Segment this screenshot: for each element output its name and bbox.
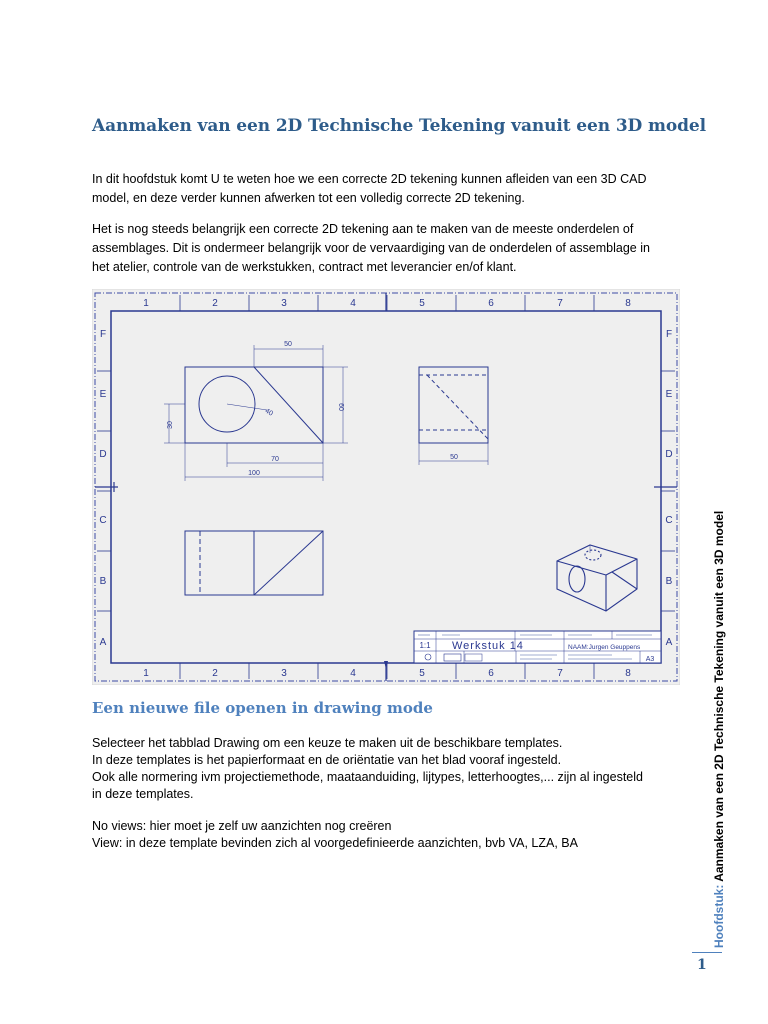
column-label: 7 [557, 298, 563, 309]
row-label: C [99, 515, 107, 526]
row-label: E [99, 389, 107, 400]
column-label: 5 [419, 668, 425, 679]
chapter-sidebar-text [712, 510, 726, 948]
intro-paragraph-2 [92, 220, 692, 277]
dimension-label: 100 [248, 470, 260, 477]
title-block-scale: 1:1 [419, 641, 431, 650]
column-label: 6 [488, 298, 494, 309]
row-label: B [99, 576, 107, 587]
text-line: No views: hier moet je zelf uw aanzichten nog creëren [92, 819, 392, 833]
sidebar-chapter-title: Aanmaken van een 2D Technische Tekening vanuit een 3D model [712, 510, 726, 882]
text-line: Het is nog steeds belangrijk een correcte 2D tekening aan te maken van de meeste onderdelen of [92, 222, 634, 236]
column-label: 7 [557, 668, 563, 679]
column-label: 8 [625, 298, 631, 309]
text-line: View: in deze template bevinden zich al voorgedefinieerde aanzichten, bvb VA, LZA, BA [92, 836, 578, 850]
row-label: C [665, 515, 673, 526]
dimension-label: 60 [337, 403, 344, 411]
section-heading: Een nieuwe file openen in drawing mode [92, 699, 433, 717]
text-line: In deze templates is het papierformaat en de oriëntatie van het blad vooraf ingesteld. [92, 753, 562, 767]
title-block-sheet: A3 [645, 656, 655, 663]
row-label: E [665, 389, 673, 400]
section-paragraph-1 [92, 735, 692, 803]
dimension-label: 30 [167, 421, 174, 429]
column-label: 3 [281, 668, 287, 679]
page-number: 1 [697, 957, 707, 973]
row-label: F [665, 329, 673, 340]
text-line: Selecteer het tabblad Drawing om een keuze te maken uit de beschikbare templates. [92, 736, 563, 750]
title-block-name: Werkstuk 14 [452, 640, 524, 652]
dimension-label: 50 [450, 454, 458, 461]
intro-paragraph-1 [92, 170, 692, 208]
column-label: 1 [143, 668, 149, 679]
text-line: model, en deze verder kunnen afwerken tot een volledig correcte 2D tekening. [92, 191, 525, 205]
section-paragraph-2 [92, 818, 692, 852]
footer-divider [692, 952, 722, 953]
row-label: F [99, 329, 107, 340]
title-block [414, 631, 661, 663]
text-line: Ook alle normering ivm projectiemethode, maataanduiding, lijtypes, letterhoogtes,... zijn al ingesteld [92, 770, 643, 784]
column-label: 4 [350, 298, 356, 309]
dimension-label: 40 [263, 407, 274, 418]
chapter-sidebar [692, 510, 726, 948]
row-label: B [665, 576, 673, 587]
text-line: in deze templates. [92, 787, 194, 801]
column-label: 2 [212, 298, 218, 309]
text-line: In dit hoofdstuk komt U te weten hoe we een correcte 2D tekening kunnen afleiden van een 3D CAD [92, 172, 647, 186]
row-label: A [665, 637, 673, 648]
technical-drawing-figure [92, 289, 680, 685]
text-line: assemblages. Dit is ondermeer belangrijk voor de vervaardiging van de onderdelen of assemblage in [92, 241, 650, 255]
title-block-author: NAAM:Jurgen Geuppens [568, 644, 641, 651]
dimension-label: 50 [284, 341, 292, 348]
column-label: 8 [625, 668, 631, 679]
row-label: D [665, 449, 673, 460]
row-label: D [99, 449, 107, 460]
column-label: 2 [212, 668, 218, 679]
column-label: 1 [143, 298, 149, 309]
column-label: 4 [350, 668, 356, 679]
page-title: Aanmaken van een 2D Technische Tekening vanuit een 3D model [92, 116, 706, 136]
row-label: A [99, 637, 107, 648]
column-label: 6 [488, 668, 494, 679]
sidebar-label: Hoofdstuk: [712, 884, 726, 948]
column-label: 5 [419, 298, 425, 309]
dimension-label: 70 [271, 456, 279, 463]
column-label: 3 [281, 298, 287, 309]
text-line: het atelier, controle van de werkstukken, contract met leverancier en/of klant. [92, 260, 517, 274]
